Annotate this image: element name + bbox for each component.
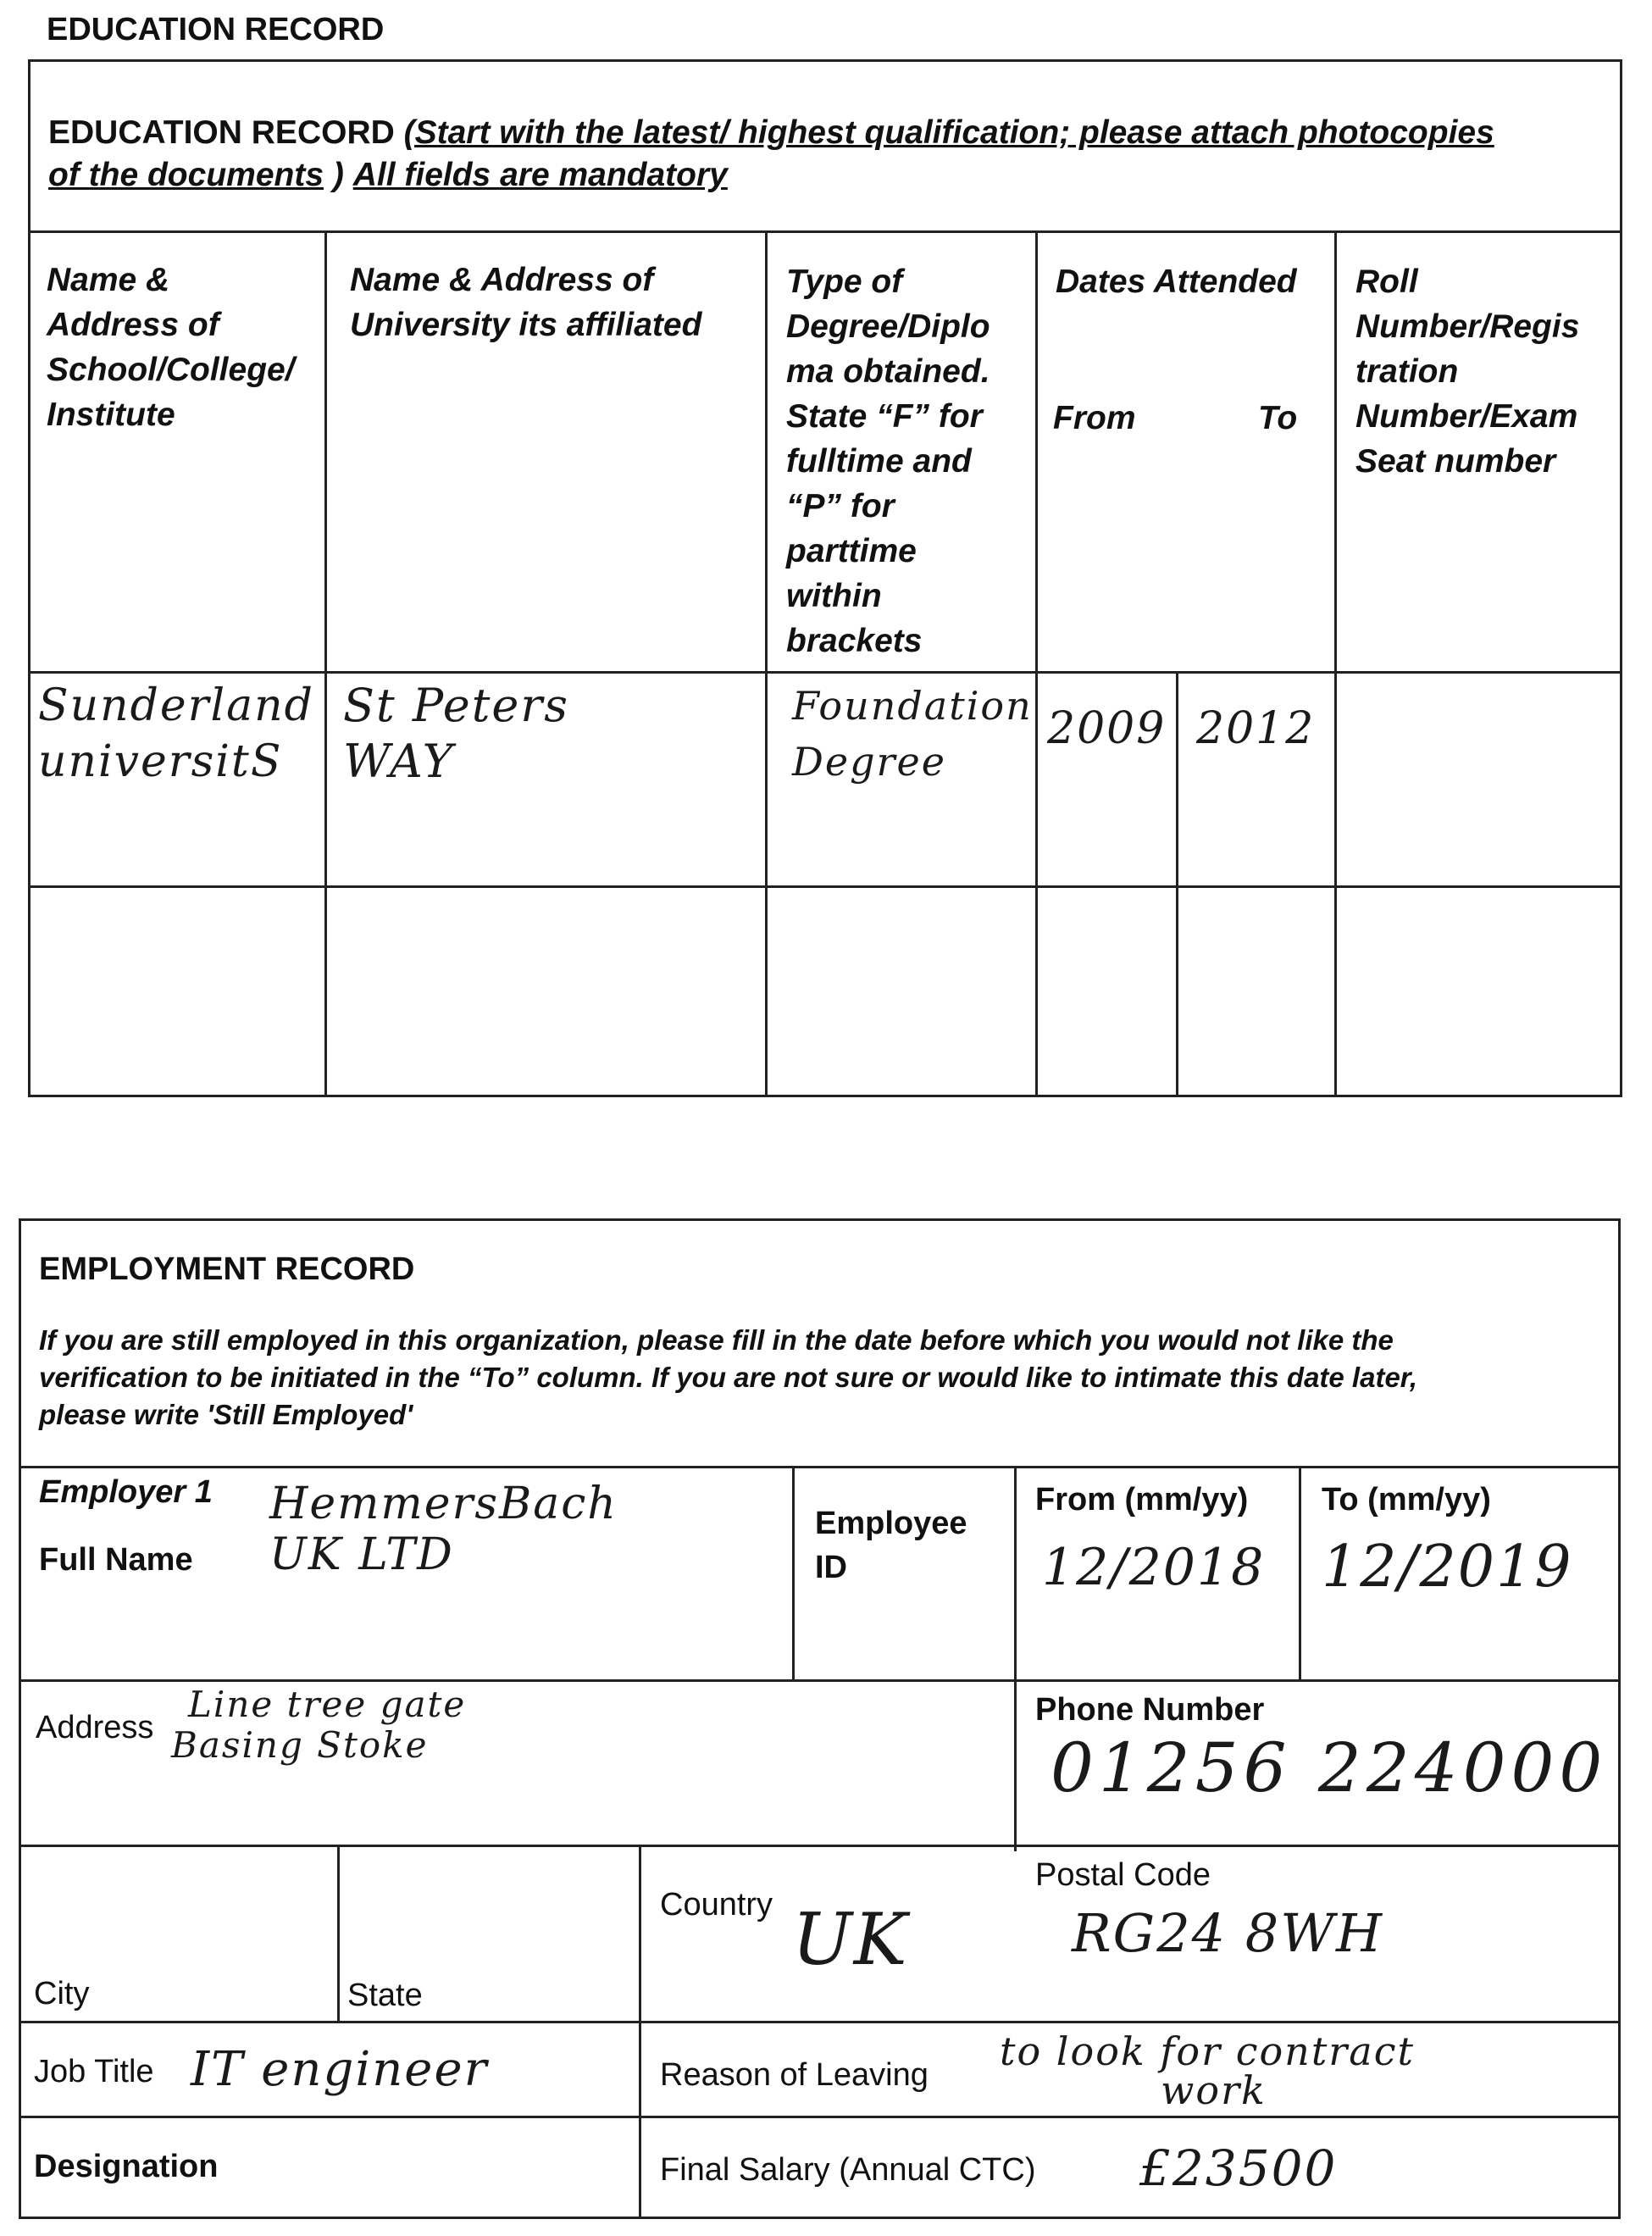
emp-line-2 <box>19 1679 1621 1682</box>
education-heading-block <box>48 112 1607 197</box>
edu-header-bottom-line <box>28 671 1622 674</box>
emp-vline-employee-id <box>792 1466 795 1679</box>
edu-header-top-line <box>28 230 1622 233</box>
employee-id-label: Employee ID <box>815 1506 967 1585</box>
employment-note: If you are still employed in this organization, please fill in the date before which you would not like the verification to be initiated in the “To” column. If you are not sure or would like to intimate this date later, please write 'Still Employed' <box>39 1324 1417 1430</box>
from-label: From (mm/yy) <box>1035 1482 1249 1517</box>
phone-value[interactable]: 01256 224000 <box>1051 1728 1608 1807</box>
employment-heading: EMPLOYMENT RECORD <box>39 1251 415 1287</box>
col-header-to: To <box>1258 400 1298 436</box>
emp-vline-to <box>1299 1466 1301 1679</box>
phone-label: Phone Number <box>1035 1692 1265 1728</box>
salary-value[interactable]: £23500 <box>1139 2139 1338 2197</box>
emp-vline-from <box>1014 1466 1017 1851</box>
edu-col-divider-dates <box>1176 671 1178 1097</box>
edu-col-divider-1 <box>324 230 327 1097</box>
edu-row1-school[interactable]: Sunderland universitS <box>38 680 314 787</box>
address-value[interactable]: Line tree gate Basing Stoke <box>171 1684 467 1766</box>
edu-col-divider-4 <box>1334 230 1337 1097</box>
reason-label: Reason of Leaving <box>660 2057 929 2093</box>
edu-col-divider-3 <box>1035 230 1038 1097</box>
edu-row1-degree[interactable]: Foundation Degree <box>792 683 1033 785</box>
col-header-from: From <box>1053 400 1136 436</box>
education-heading: EDUCATION RECORD <box>48 114 395 151</box>
education-instruction-paren: ) <box>332 157 344 193</box>
country-label: Country <box>660 1887 773 1923</box>
from-value[interactable]: 12/2018 <box>1042 1538 1266 1597</box>
education-instruction-cont: of the documents <box>48 157 324 193</box>
to-value[interactable]: 12/2019 <box>1322 1534 1573 1601</box>
designation-label: Designation <box>34 2149 219 2184</box>
col-header-school: Name & Address of School/College/ Institute <box>47 262 295 433</box>
edu-col-divider-2 <box>765 230 768 1097</box>
employer-label: Employer 1 <box>39 1474 213 1510</box>
emp-line-1 <box>19 1466 1621 1468</box>
city-label: City <box>34 1976 90 2011</box>
edu-row1-from[interactable]: 2009 <box>1047 703 1167 754</box>
col-header-dates: Dates Attended <box>1056 264 1297 300</box>
col-header-degree: Type of Degree/Diplo ma obtained. State “F” for fulltime and “P” for parttime within brackets <box>786 264 990 659</box>
salary-label: Final Salary (Annual CTC) <box>660 2152 1036 2188</box>
edu-row-divider <box>28 885 1622 888</box>
edu-row1-to[interactable]: 2012 <box>1196 703 1316 754</box>
full-name-value[interactable]: HemmersBach UK LTD <box>269 1479 618 1580</box>
emp-vline-city-state <box>337 1845 340 2021</box>
mandatory-note: All fields are mandatory <box>352 157 728 193</box>
education-instruction: (Start with the latest/ highest qualification; please attach photocopies <box>403 114 1494 151</box>
to-label: To (mm/yy) <box>1322 1482 1491 1517</box>
postal-label: Postal Code <box>1035 1857 1211 1893</box>
emp-line-4 <box>19 2021 1621 2023</box>
emp-line-3 <box>19 1845 1621 1847</box>
country-value[interactable]: UK <box>792 1898 909 1981</box>
full-name-label: Full Name <box>39 1542 193 1578</box>
job-title-label: Job Title <box>34 2054 154 2089</box>
reason-value[interactable]: to look for contract work <box>1000 2028 1415 2113</box>
col-header-university: Name & Address of University its affiliated <box>350 262 702 343</box>
edu-row1-university[interactable]: St Peters WAY <box>343 679 569 788</box>
state-label: State <box>347 1978 423 2013</box>
emp-vline-country <box>639 1845 641 2219</box>
postal-value[interactable]: RG24 8WH <box>1072 1902 1384 1964</box>
col-header-roll: Roll Number/Regis tration Number/Exam Seat number <box>1355 264 1580 480</box>
emp-line-5 <box>19 2116 1621 2118</box>
page-title: EDUCATION RECORD <box>47 12 385 47</box>
job-title-value[interactable]: IT engineer <box>191 2042 489 2097</box>
address-label: Address <box>36 1710 154 1745</box>
